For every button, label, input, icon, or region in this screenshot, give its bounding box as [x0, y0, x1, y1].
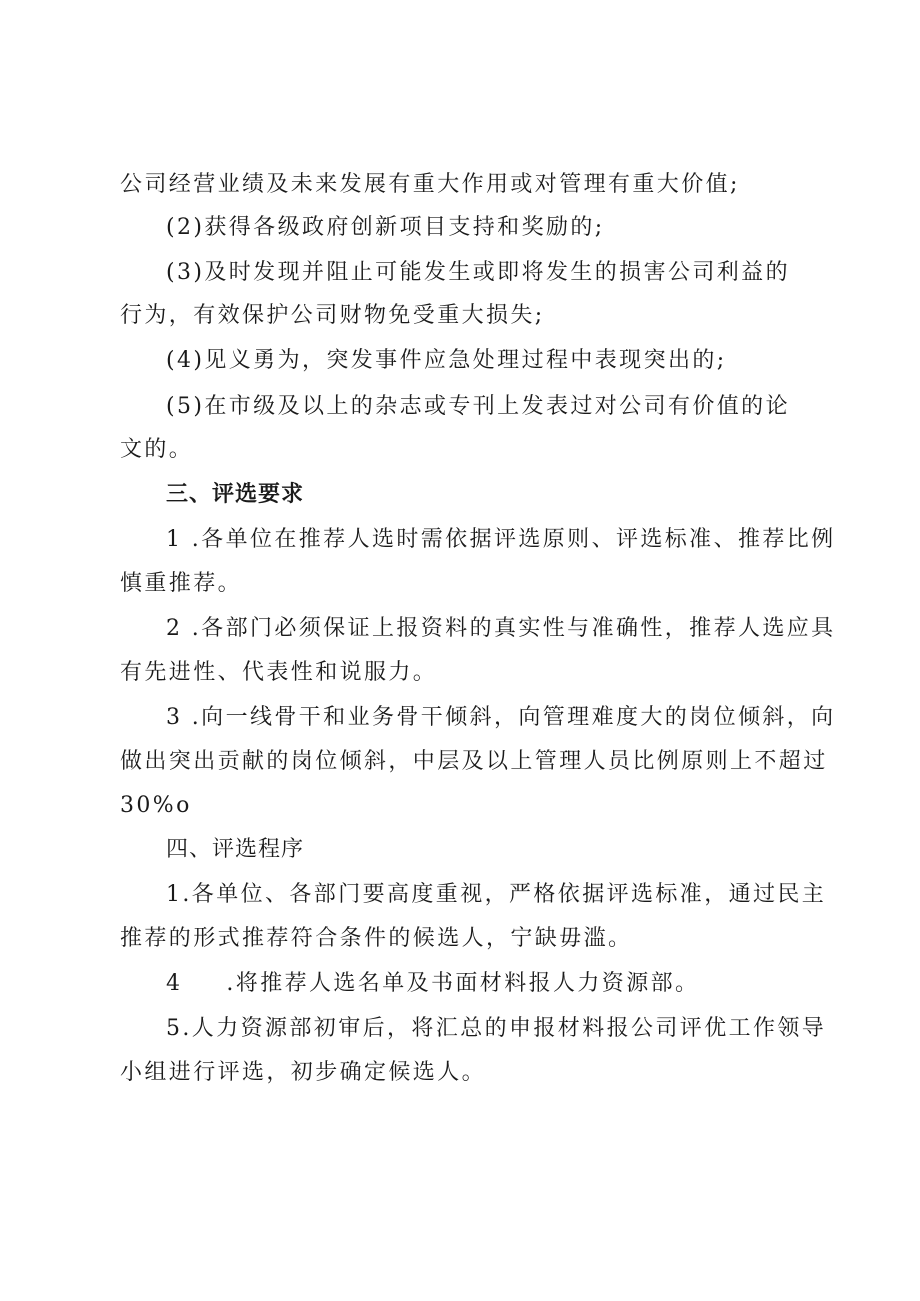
requirement-3: 3 .向一线骨干和业务骨干倾斜，向管理难度大的岗位倾斜，向 — [166, 705, 836, 730]
procedure-1: 1.各单位、各部门要高度重视，严格依据评选标准，通过民主 — [166, 882, 827, 907]
criteria-item-2: (2)获得各级政府创新项目支持和奖励的; — [166, 215, 605, 240]
procedure-1-cont: 推荐的形式推荐符合条件的候选人，宁缺毋滥。 — [120, 926, 633, 951]
section-heading-4: 四、评选程序 — [166, 837, 305, 862]
section-heading-3: 三、评选要求 — [166, 482, 305, 507]
procedure-4 — [166, 969, 856, 999]
procedure-4-text: .将推荐人选名单及书面材料报人力资源部。 — [226, 971, 700, 996]
criteria-item-4: (4)见义勇为，突发事件应急处理过程中表现突出的; — [166, 348, 727, 373]
requirement-1-cont: 慎重推荐。 — [120, 571, 243, 596]
requirement-2-cont: 有先进性、代表性和说服力。 — [120, 660, 438, 685]
requirement-1: 1 .各单位在推荐人选时需依据评选原则、评选标准、推荐比例 — [166, 527, 836, 552]
procedure-5-cont: 小组进行评选，初步确定候选人。 — [120, 1060, 487, 1085]
paragraph-line: 公司经营业绩及未来发展有重大作用或对管理有重大价值; — [120, 172, 740, 197]
requirement-3-cont: 做出突出贡献的岗位倾斜，中层及以上管理人员比例原则上不超过 — [120, 749, 828, 774]
criteria-item-3: (3)及时发现并阻止可能发生或即将发生的损害公司利益的 — [166, 260, 790, 285]
requirement-2: 2 .各部门必须保证上报资料的真实性与准确性，推荐人选应具 — [166, 616, 836, 641]
requirement-3-cont-2: 30%o — [120, 793, 192, 818]
criteria-item-5: (5)在市级及以上的杂志或专刊上发表过对公司有价值的论 — [166, 394, 790, 419]
criteria-item-3-cont: 行为，有效保护公司财物免受重大损失; — [120, 303, 545, 328]
procedure-4-number: 4 — [166, 971, 183, 996]
criteria-item-5-cont: 文的。 — [120, 437, 194, 462]
procedure-5: 5.人力资源部初审后，将汇总的申报材料报公司评优工作领导 — [166, 1016, 827, 1041]
